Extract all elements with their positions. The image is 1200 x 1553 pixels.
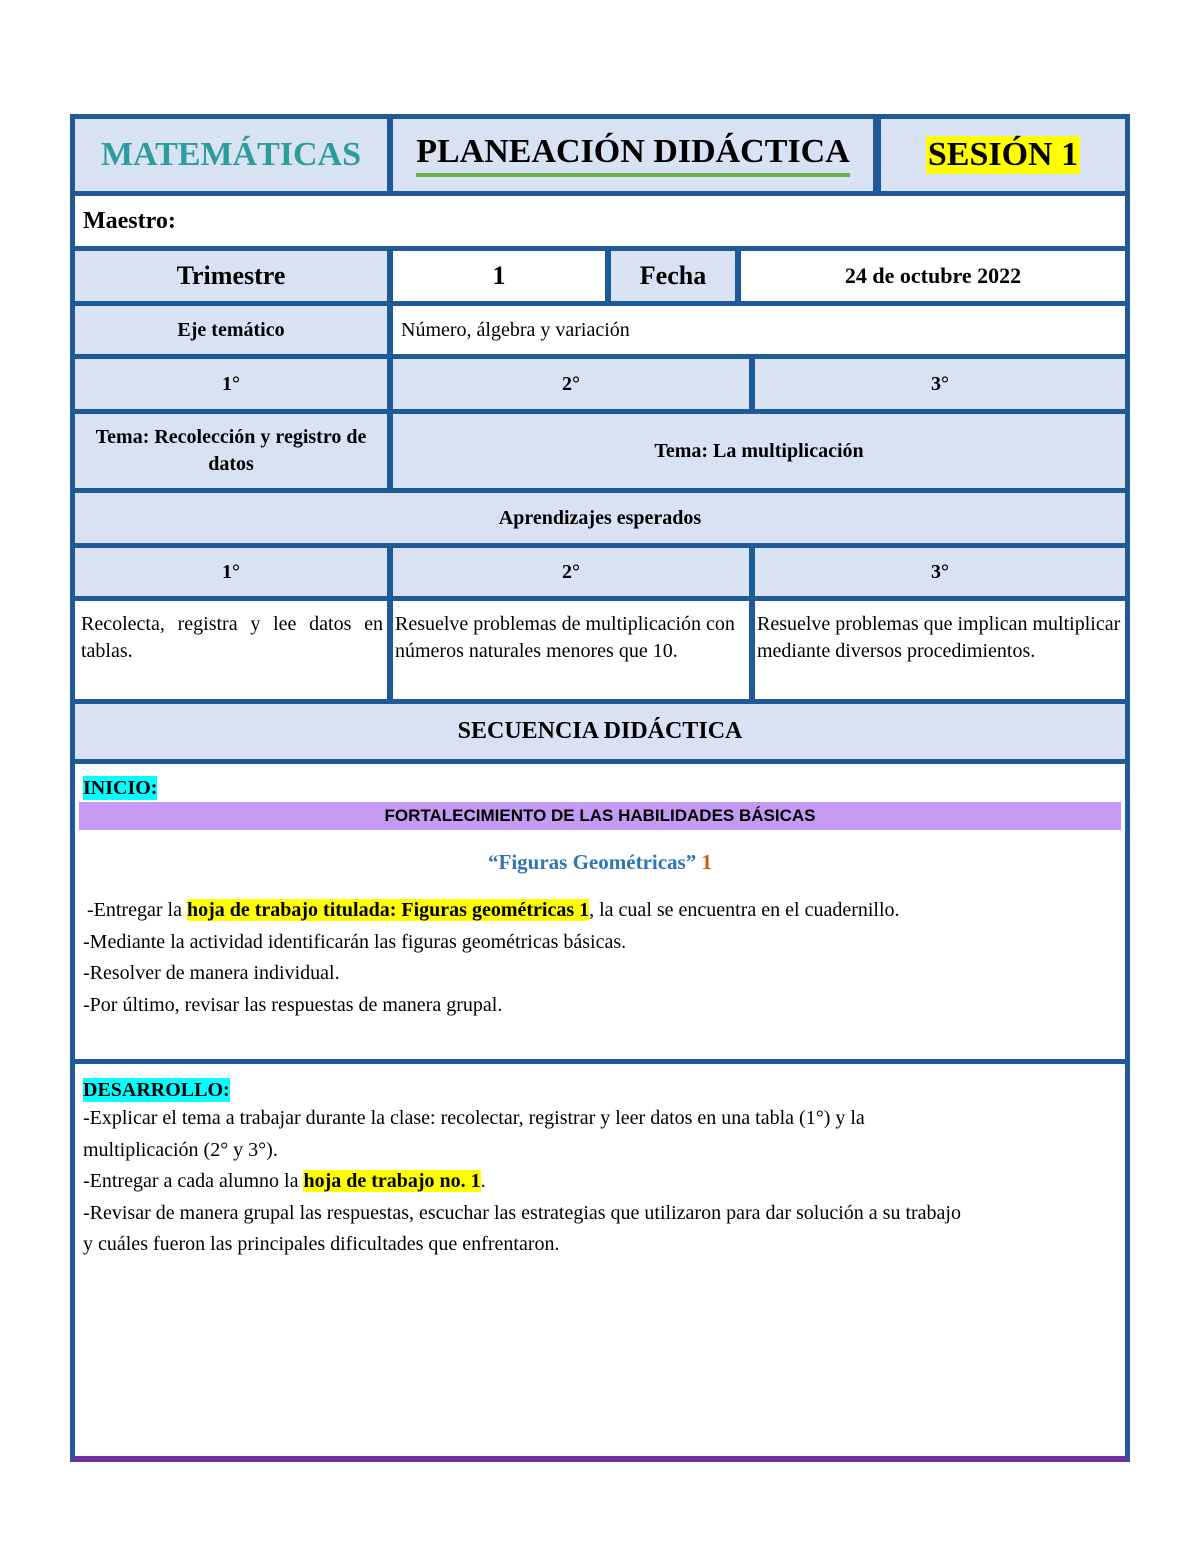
learning-text: Resuelve problemas que implican multiplicar mediante diversos procedimientos. (757, 613, 1121, 662)
topic-first-cell (75, 414, 387, 488)
axis-label: Eje temático (177, 318, 285, 341)
desarrollo-line-3b: y cuáles fueron las principales dificultades que enfrentaron. (83, 1233, 560, 1255)
grade-label: 2° (562, 372, 580, 395)
grade-3-cell (755, 359, 1125, 409)
worksheet-highlight: hoja de trabajo titulada: Figuras geométricas 1 (186, 899, 590, 921)
desarrollo-line-1a: -Explicar el tema a trabajar durante la clase: recolectar, registrar y leer datos en una tabla (1°) y la (83, 1107, 865, 1129)
learning-item-2 (393, 601, 749, 699)
grade-1-cell (75, 359, 387, 409)
text-fragment: , la cual se encuentra en el cuadernillo. (589, 899, 900, 921)
date-label: Fecha (639, 261, 707, 290)
activity-title (75, 850, 1125, 875)
sequence-title-cell (75, 704, 1125, 759)
title-cell (393, 119, 873, 191)
learning-text: Resuelve problemas de multiplicación con números naturales menores que 10. (395, 613, 735, 662)
text-fragment: -Entregar a cada alumno la (83, 1170, 304, 1192)
desarrollo-line-1b: multiplicación (2° y 3°). (83, 1139, 278, 1161)
text-fragment: -Entregar la (87, 899, 187, 921)
teacher-cell (75, 196, 1125, 246)
axis-value-cell (393, 306, 1125, 354)
subject-cell (75, 119, 387, 191)
trimester-value: 1 (492, 261, 506, 290)
trimester-value-cell (393, 251, 605, 301)
planning-sheet (70, 114, 1130, 1462)
topic-first: Tema: Recolección y registro de datos (95, 426, 367, 475)
activity-title-text: “Figuras Geométricas” (488, 850, 697, 874)
page-title: PLANEACIÓN DIDÁCTICA (416, 133, 850, 177)
trimester-label-cell (75, 251, 387, 301)
desarrollo-line-2 (83, 1165, 486, 1197)
learning-text: Recolecta, registra y lee datos en tablas. (81, 613, 383, 662)
session-cell (881, 119, 1125, 191)
desarrollo-label: DESARROLLO: (83, 1079, 230, 1101)
inicio-line-2: -Mediante la actividad identificarán las figuras geométricas básicas. (83, 931, 627, 953)
grade-label: 2° (562, 560, 580, 583)
inicio-label: INICIO: (83, 777, 158, 799)
activity-number: 1 (701, 850, 712, 874)
trimester-label: Trimestre (176, 261, 286, 290)
topic-others-cell (393, 414, 1125, 488)
subject-title: MATEMÁTICAS (100, 136, 362, 173)
skills-banner (79, 802, 1121, 830)
grade-label: 3° (931, 560, 949, 583)
inicio-line-4: -Por último, revisar las respuestas de manera grupal. (83, 994, 503, 1016)
topic-others: Tema: La multiplicación (654, 439, 864, 462)
learning-item-3 (755, 601, 1125, 699)
inicio-line-3: -Resolver de manera individual. (83, 962, 340, 984)
date-value-cell (741, 251, 1125, 301)
session-badge: SESIÓN 1 (927, 136, 1079, 173)
worksheet-highlight: hoja de trabajo no. 1 (303, 1170, 481, 1192)
learning-grade-3-cell (755, 548, 1125, 596)
axis-value: Número, álgebra y variación (401, 318, 630, 341)
learning-title: Aprendizajes esperados (498, 506, 702, 529)
inicio-section (75, 764, 1125, 1059)
text-fragment: . (480, 1170, 486, 1192)
teacher-label: Maestro: (83, 207, 176, 234)
date-label-cell (611, 251, 735, 301)
desarrollo-section (75, 1064, 1125, 1456)
grade-label: 1° (222, 560, 240, 583)
learning-item-1 (75, 601, 387, 699)
skills-banner-text: FORTALECIMIENTO DE LAS HABILIDADES BÁSICAS (384, 806, 816, 825)
inicio-line-1 (87, 894, 900, 926)
desarrollo-line-3a: -Revisar de manera grupal las respuestas, escuchar las estrategias que utilizaron para dar solución a su trabajo (83, 1202, 961, 1224)
learning-grade-1-cell (75, 548, 387, 596)
axis-label-cell (75, 306, 387, 354)
grade-label: 3° (931, 372, 949, 395)
sequence-title: SECUENCIA DIDÁCTICA (457, 718, 743, 744)
learning-grade-2-cell (393, 548, 749, 596)
grade-2-cell (393, 359, 749, 409)
date-value: 24 de octubre 2022 (844, 263, 1022, 288)
grade-label: 1° (222, 372, 240, 395)
learning-title-cell (75, 493, 1125, 543)
